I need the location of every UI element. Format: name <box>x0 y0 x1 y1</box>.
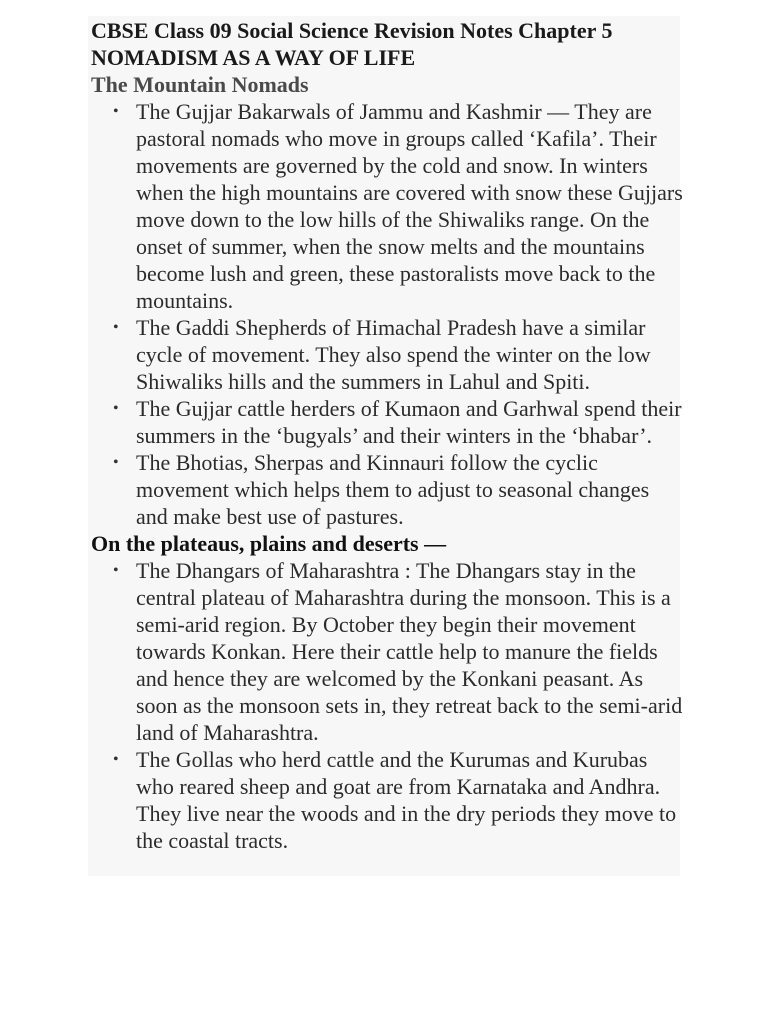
section-heading-mountain-nomads: The Mountain Nomads <box>91 72 309 97</box>
list-item: • The Gaddi Shepherds of Himachal Pradesh have a similar cycle of movement. They also spend the winter on the low Shiwaliks hills and the summers in Lahul and Spiti. <box>136 314 684 395</box>
mountain-nomads-list <box>91 98 691 530</box>
document-content <box>91 17 691 854</box>
section-heading-plateaus-plains-deserts: On the plateaus, plains and deserts — <box>91 531 447 556</box>
list-item: • The Gujjar cattle herders of Kumaon and Garhwal spend their summers in the ‘bugyals’ and their winters in the ‘bhabar’. <box>136 395 684 449</box>
document-title-line-2: NOMADISM AS A WAY OF LIFE <box>91 45 416 70</box>
plateaus-plains-deserts-list <box>91 557 691 854</box>
list-item: • The Gollas who herd cattle and the Kurumas and Kurubas who reared sheep and goat are from Karnataka and Andhra. They live near the woods and in the dry periods they move to the coastal tracts. <box>136 746 684 854</box>
list-item: • The Dhangars of Maharashtra : The Dhangars stay in the central plateau of Maharashtra during the monsoon. This is a semi-arid region. By October they begin their movement towards Konkan. Here their cattle help to manure the fields and hence they are welcomed by the Konkani peasant. As soon as the monsoon sets in, they retreat back to the semi-arid land of Maharashtra. <box>136 557 684 746</box>
list-item: • The Gujjar Bakarwals of Jammu and Kashmir — They are pastoral nomads who move in groups called ‘Kafila’. Their movements are governed by the cold and snow. In winters when the high mountains are covered with snow these Gujjars move down to the low hills of the Shiwaliks range. On the onset of summer, when the snow melts and the mountains become lush and green, these pastoralists move back to the mountains. <box>136 98 684 314</box>
list-item: • The Bhotias, Sherpas and Kinnauri follow the cyclic movement which helps them to adjust to seasonal changes and make best use of pastures. <box>136 449 684 530</box>
document-title-line-1: CBSE Class 09 Social Science Revision Notes Chapter 5 <box>91 18 613 43</box>
